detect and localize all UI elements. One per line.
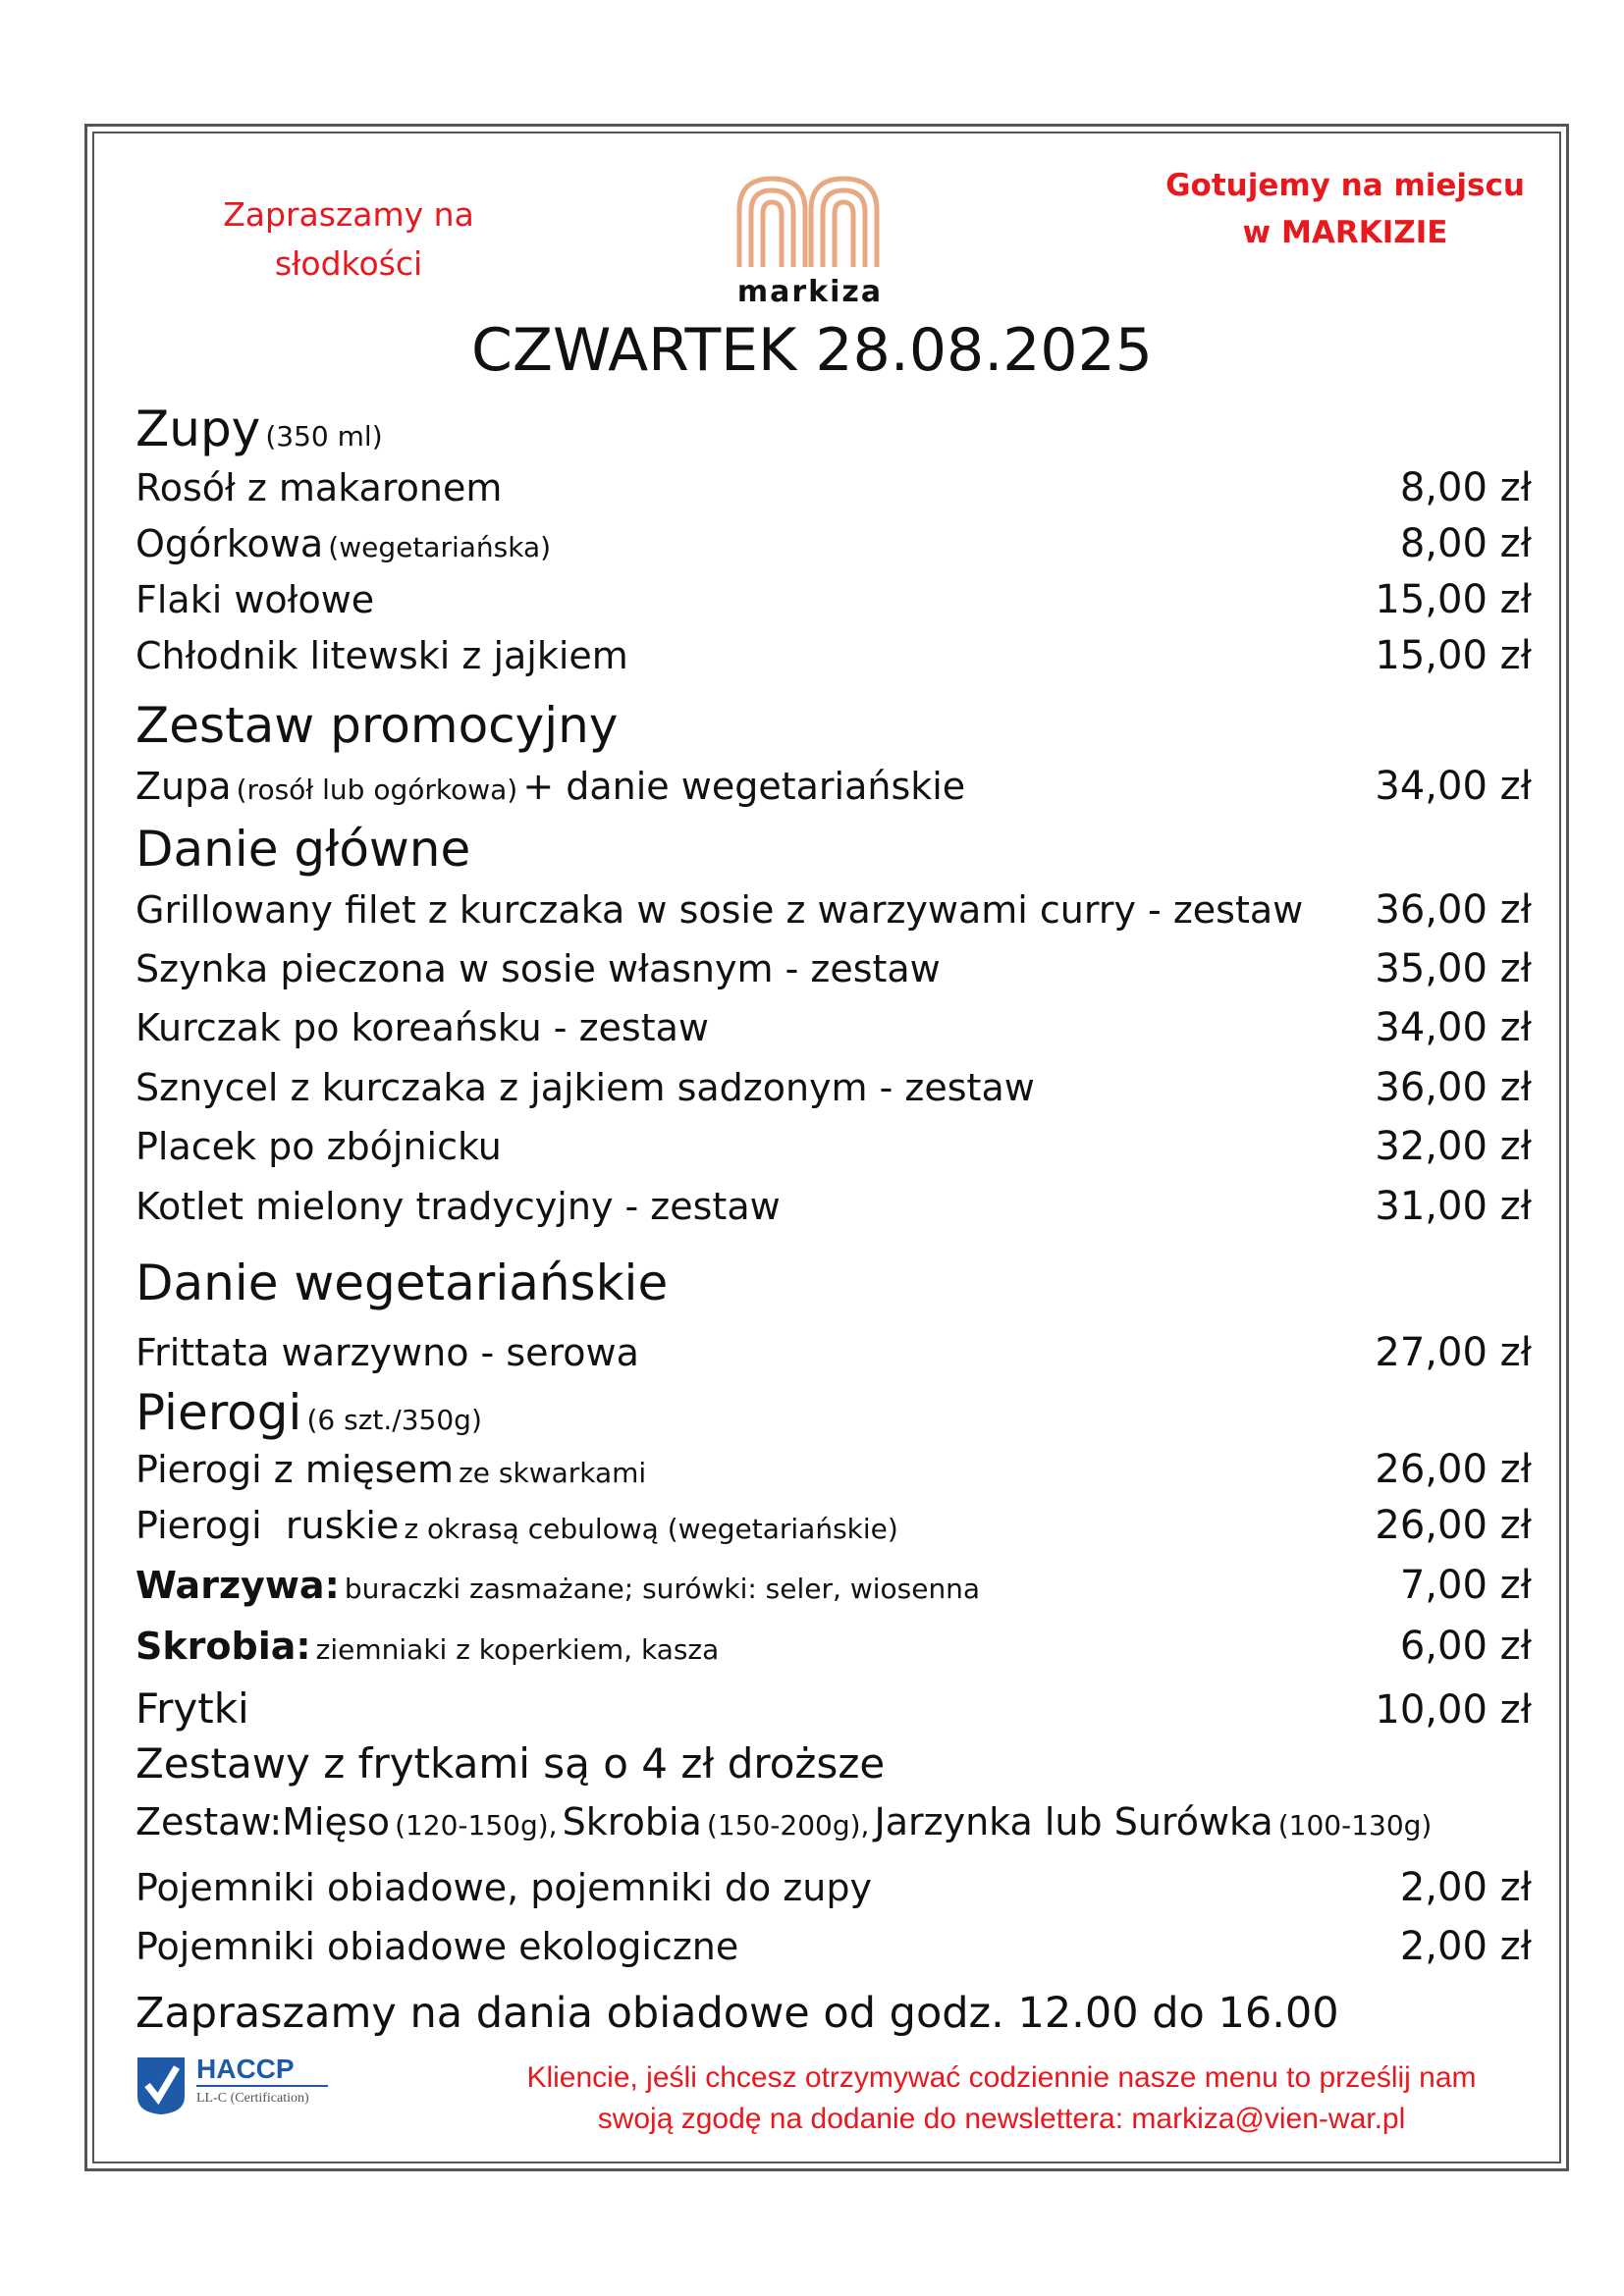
newsletter-note [442,2057,1561,2140]
item-price: 15,00 zł [1375,577,1532,622]
zestaw-composition [135,1800,1532,1843]
item-price: 6,00 zł [1399,1624,1532,1669]
item-price: 7,00 zł [1399,1563,1532,1608]
item-name: Pojemniki obiadowe ekologiczne [135,1925,739,1968]
menu-item [135,1684,1532,1733]
item-price: 27,00 zł [1375,1330,1532,1375]
item-price: 2,00 zł [1399,1924,1532,1969]
item-name: Placek po zbójnicku [135,1125,502,1168]
section-zupy-heading [135,400,1532,457]
section-pierogi-heading [135,1384,1532,1441]
item-name: Pojemniki obiadowe, pojemniki do zupy [135,1866,872,1909]
item-extra: (wegetariańska) [328,531,552,563]
page-title: CZWARTEK 28.08.2025 [471,316,1153,385]
item-price: 31,00 zł [1375,1184,1532,1229]
cooking-note [1159,162,1532,256]
markiza-logo-icon [734,171,882,269]
item-name-suffix: + danie wegetariańskie [522,765,966,808]
frytki-name: Frytki [135,1684,249,1733]
item-name: Pierogi z mięsem [135,1448,454,1491]
item-name: Rosół z makaronem [135,466,503,509]
menu-item [135,633,1532,678]
menu-item [135,1563,1532,1608]
item-name: Szynka pieczona w sosie własnym - zestaw [135,947,941,990]
item-price: 26,00 zł [1375,1447,1532,1492]
zestaw-starch-weight: (150-200g), [706,1809,870,1842]
item-name: Ogórkowa [135,522,324,565]
cooking-note-line1: Gotujemy na miejscu [1165,168,1525,203]
item-price: 32,00 zł [1375,1124,1532,1169]
haccp-badge [134,2052,340,2118]
item-price: 36,00 zł [1375,887,1532,933]
sweets-invite-line1: Zapraszamy na [223,195,474,234]
item-name: Frittata warzywno - serowa [135,1331,639,1374]
item-price: 2,00 zł [1399,1865,1532,1910]
section-glowne-heading [135,821,1532,878]
item-price: 34,00 zł [1375,764,1532,809]
newsletter-line1: Kliencie, jeśli chcesz otrzymywać codziennie nasze menu to prześlij nam [526,2061,1477,2094]
skrobia-text: ziemniaki z koperkiem, kasza [315,1633,720,1666]
menu-item [135,1005,1532,1050]
menu-item [135,577,1532,622]
pierogi-heading: Pierogi [135,1384,302,1441]
menu-item [135,1124,1532,1169]
zupy-heading: Zupy [135,400,261,457]
zestaw-meat: Zestaw:Mięso [135,1800,390,1843]
menu-item [135,764,1532,809]
haccp-check-icon [134,2054,189,2116]
zestaw-starch: Skrobia [562,1800,702,1843]
item-price: 26,00 zł [1375,1503,1532,1548]
item-name: Zupa [135,765,232,808]
glowne-heading: Danie główne [135,821,471,878]
item-name: Grillowany filet z kurczaka w sosie z warzywami curry - zestaw [135,888,1304,932]
zestawy-note: Zestawy z frytkami są o 4 zł droższe [135,1739,886,1788]
item-price: 8,00 zł [1399,521,1532,566]
hours-text: Zapraszamy na dania obiadowe od godz. 12.00 do 16.00 [135,1989,1339,2038]
warzywa-text: buraczki zasmażane; surówki: seler, wiosenna [344,1573,981,1605]
zestawy-note-row [135,1739,1532,1788]
wege-heading: Danie wegetariańskie [135,1255,669,1311]
item-price: 36,00 zł [1375,1065,1532,1110]
promo-heading: Zestaw promocyjny [135,697,619,754]
item-price: 34,00 zł [1375,1005,1532,1050]
section-promo-heading [135,697,1532,754]
menu-item [135,1065,1532,1110]
menu-item [135,521,1532,566]
haccp-subtitle: LL-C (Certification) [196,2091,309,2106]
haccp-divider [196,2085,328,2087]
item-extra: ze skwarkami [459,1457,647,1489]
newsletter-line2: swoją zgodę na dodanie do newslettera: markiza@vien-war.pl [597,2103,1406,2135]
menu-item [135,1624,1532,1669]
item-name: Kotlet mielony tradycyjny - zestaw [135,1185,781,1228]
item-price: 10,00 zł [1375,1687,1532,1733]
item-name: Pierogi ruskie [135,1504,400,1547]
item-price: 35,00 zł [1375,946,1532,991]
item-name: Flaki wołowe [135,578,375,621]
hours-row [135,1989,1532,2038]
menu-item [135,1924,1532,1969]
item-name: Sznycel z kurczaka z jajkiem sadzonym - zestaw [135,1066,1035,1109]
item-price: 15,00 zł [1375,633,1532,678]
pierogi-note: (6 szt./350g) [306,1404,482,1436]
zestaw-meat-weight: (120-150g), [395,1809,558,1842]
item-name: Chłodnik litewski z jajkiem [135,634,628,677]
section-wege-heading [135,1255,1532,1311]
skrobia-label: Skrobia: [135,1625,311,1668]
menu-item [135,1865,1532,1910]
cooking-note-line2: w MARKIZIE [1242,215,1448,250]
item-name: Kurczak po koreańsku - zestaw [135,1006,709,1049]
logo-text: markiza [736,275,884,309]
menu-item [135,1447,1532,1492]
zestaw-veg: Jarzynka lub Surówka [874,1800,1273,1843]
menu-item [135,887,1532,933]
zupy-note: (350 ml) [265,420,383,453]
sweets-invite [196,190,501,289]
menu-item [135,946,1532,991]
menu-item [135,1330,1532,1375]
haccp-title: HACCP [196,2054,295,2084]
menu-item [135,1184,1532,1229]
item-extra: (rosół lub ogórkowa) [236,774,518,806]
warzywa-label: Warzywa: [135,1564,340,1607]
menu-item [135,1503,1532,1548]
item-price: 8,00 zł [1399,465,1532,510]
menu-item [135,465,1532,510]
sweets-invite-line2: słodkości [274,244,423,283]
zestaw-veg-weight: (100-130g) [1277,1809,1433,1842]
item-extra: z okrasą cebulową (wegetariańskie) [404,1513,898,1545]
